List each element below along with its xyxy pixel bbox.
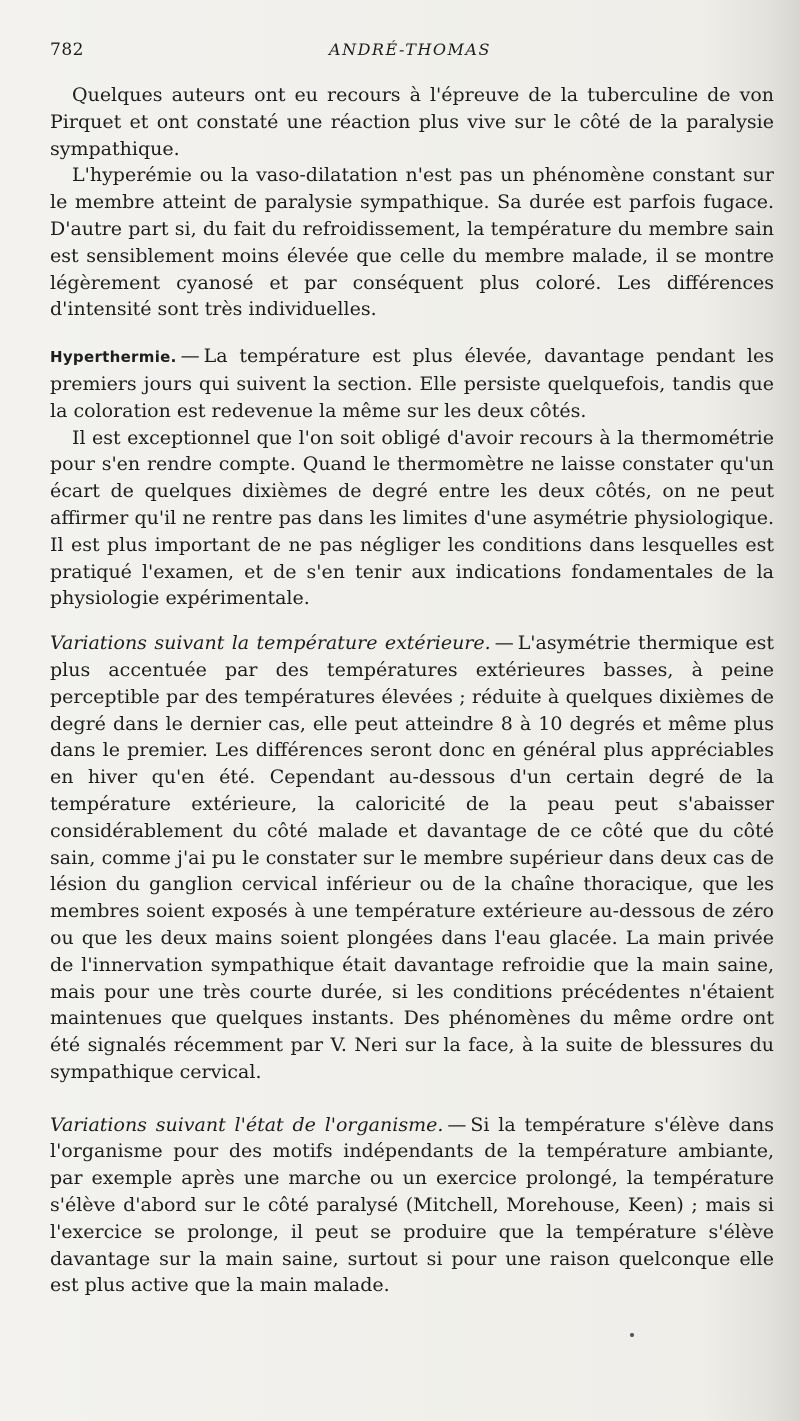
section-gap [50, 612, 774, 630]
section-gap [50, 1086, 774, 1112]
paragraph-tuberculine: Quelques auteurs ont eu recours à l'épreuve de la tuberculine de von Pirquet et ont constaté une réaction plus vive sur le côté de la paralysie sympathique. [50, 84, 774, 160]
page-number: 782 [50, 40, 84, 60]
variations-organisme-text: Si la température s'élève dans l'organisme pour des motifs indépendants de la température ambiante, par exemple après une marche ou un exercice prolongé, la température s'élève d'abord sur le côté paralysé (Mitchell, Morehouse, Keen) ; mais si l'exercice se prolonge, il peut se produire que la température s'élève davantage sur la main saine, surtout si pour une raison quelconque elle est plus active que la main malade. [50, 1113, 774, 1297]
page-header [50, 40, 770, 64]
page-body [50, 82, 774, 1299]
variations-temperature-text: L'asymétrie thermique est plus accentuée par des températures extérieures basses, à peine perceptible par des températures élevées ; réduite à quelques dixièmes de degré dans le dernier cas, elle peut atteindre 8 à 10 degrés et même plus dans le premier. Les différences seront donc en général plus appréciables en hiver qu'en été. Cependant au-dessous d'un certain degré de la température extérieure, la caloricité de la peau peut s'abaisser considérablement du côté malade et davantage de ce côté que du côté sain, comme j'ai pu le constater sur le membre supérieur dans deux cas de lésion du ganglion cervical inférieur ou de la chaîne thoracique, que les membres soient exposés à une température extérieure au-dessous de zéro ou que les deux mains soient plongées dans l'eau glacée. La main privée de l'innervation sympathique était davantage refroidie que la main saine, mais pour une très courte durée, si les conditions précédentes n'étaient maintenues que quelques instants. Des phénomènes du même ordre ont été signalés récemment par V. Neri sur la face, à la suite de blessures du sympathique cervical. [50, 632, 774, 1083]
hyperthermie-text: La température est plus élevée, davantage pendant les premiers jours qui suivent la section. Elle persiste quelquefois, tandis que la coloration est redevenue la même sur les deux côtés. [50, 345, 774, 422]
running-head: ANDRÉ-THOMAS [329, 40, 491, 59]
paragraph-hyperemie: L'hyperémie ou la vaso-dilatation n'est pas un phénomène constant sur le membre atteint de paralysie sympathique. Sa durée est parfois fugace. D'autre part si, du fait du refroidissement, la température du membre sain est sensiblement moins élevée que celle du membre malade, il se montre légèrement cyanosé et par conséquent plus coloré. Les différences d'intensité sont très individuelles. [50, 164, 774, 321]
section-variations-temperature [50, 630, 774, 1086]
hyperthermie-dash: — [180, 345, 200, 368]
hyperthermie-heading: Hyperthermie. [50, 348, 177, 367]
section-hyperthermie [50, 343, 774, 424]
variations-temperature-heading: Variations suivant la température extérieure. [50, 632, 491, 655]
paragraph-thermometrie: Il est exceptionnel que l'on soit obligé d'avoir recours à la thermométrie pour s'en rendre compte. Quand le thermomètre ne laisse constater qu'un écart de quelques dixièmes de degré entre les deux côtés, on ne peut affirmer qu'il ne rentre pas dans les limites d'une asymétrie physiologique. Il est plus important de ne pas négliger les conditions dans lesquelles est pratiqué l'examen, et de s'en tenir aux indications fondamentales de la physiologie expérimentale. [50, 426, 774, 610]
section-variations-organisme [50, 1112, 774, 1300]
section-gap [50, 323, 774, 343]
variations-organisme-dash: — [447, 1113, 467, 1136]
variations-temperature-dash: — [494, 632, 514, 655]
variations-organisme-heading: Variations suivant l'état de l'organisme. [50, 1113, 444, 1136]
print-speck [630, 1333, 634, 1337]
